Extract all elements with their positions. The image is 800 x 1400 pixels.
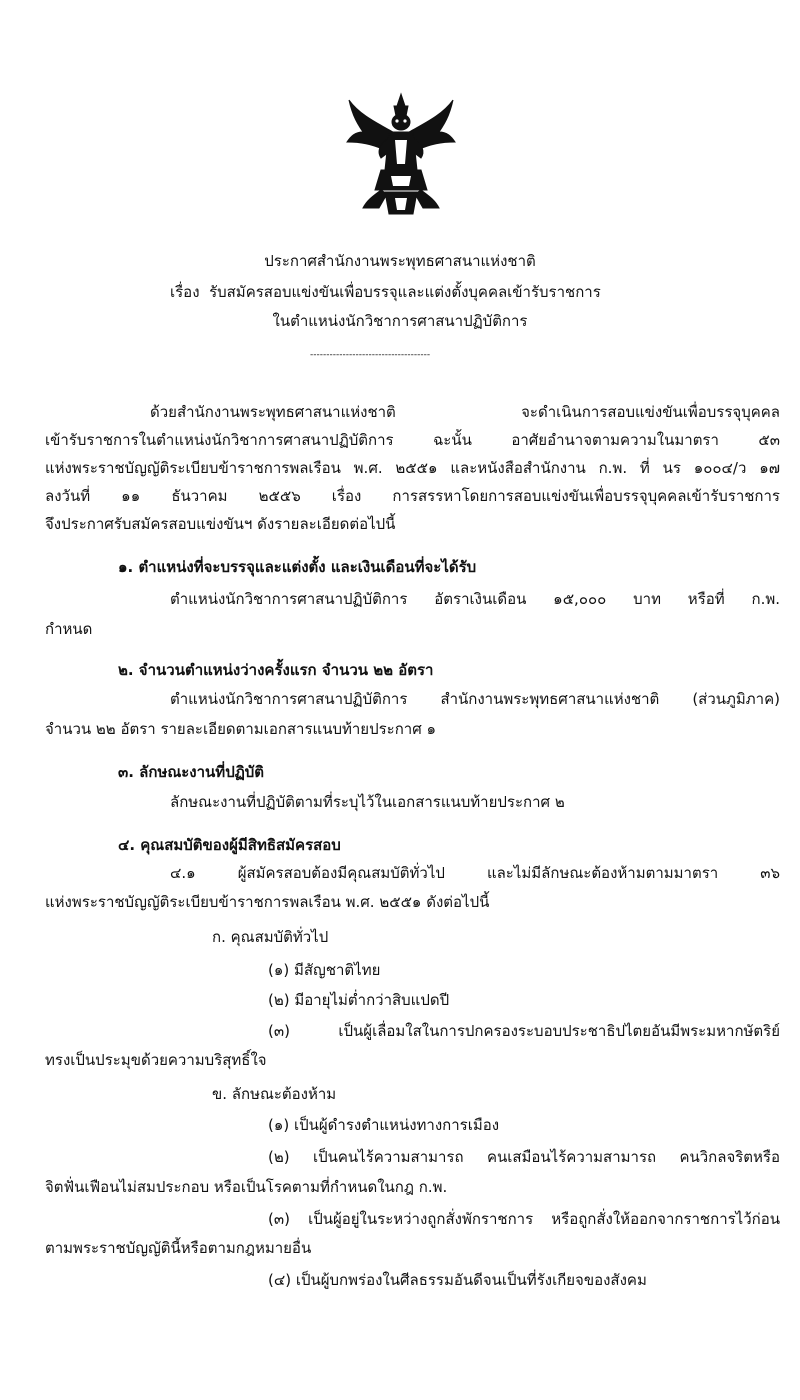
section-4-1-line-2: แห่งพระราชบัญญัติระเบียบข้าราชการพลเรือน พ.ศ. ๒๕๕๑ ดังต่อไปนี้ (45, 893, 490, 911)
section-2-line-1: ตำแหน่งนักวิชาการศาสนาปฏิบัติการ สำนักงานพระพุทธศาสนาแห่งชาติ (ส่วนภูมิภาค) (170, 690, 780, 708)
qualification-2: (๒) มีอายุไม่ต่ำกว่าสิบแปดปี (268, 991, 450, 1009)
prohibitions-label: ข. ลักษณะต้องห้าม (212, 1085, 337, 1103)
subject-label: เรื่อง (170, 283, 200, 301)
section-3-heading: ๓. ลักษณะงานที่ปฏิบัติ (118, 763, 265, 781)
qualification-1: (๑) มีสัญชาติไทย (268, 961, 381, 979)
section-3-line-1: ลักษณะงานที่ปฏิบัติตามที่ระบุไว้ในเอกสารแนบท้ายประกาศ ๒ (170, 793, 565, 811)
section-1-line-2: กำหนด (45, 620, 93, 638)
prohibition-3-line-1: (๓) เป็นผู้อยู่ในระหว่างถูกสั่งพักราชการ หรือถูกสั่งให้ออกจากราชการไว้ก่อน (268, 1210, 780, 1228)
intro-line-3: แห่งพระราชบัญญัติระเบียบข้าราชการพลเรือน พ.ศ. ๒๕๕๑ และหนังสือสำนักงาน ก.พ. ที่ นร ๑๐๐๔/ว ๑๗ (45, 459, 780, 477)
prohibition-4: (๔) เป็นผู้บกพร่องในศีลธรรมอันดีจนเป็นที่รังเกียจของสังคม (268, 1271, 647, 1289)
garuda-emblem-icon (345, 92, 457, 217)
section-2-heading: ๒. จำนวนตำแหน่งว่างครั้งแรก จำนวน ๒๒ อัตรา (118, 661, 434, 679)
intro-line-5: จึงประกาศรับสมัครสอบแข่งขันฯ ดังรายละเอียดต่อไปนี้ (45, 515, 396, 533)
qualification-3-line-1: (๓) เป็นผู้เลื่อมใสในการปกครองระบอบประชาธิปไตยอันมีพระมหากษัตริย์ (268, 1022, 780, 1040)
announcement-subject (170, 285, 601, 300)
title-separator: ------------------------------------- (310, 351, 431, 360)
qualifications-label: ก. คุณสมบัติทั่วไป (212, 928, 329, 946)
intro-line-4: ลงวันที่ ๑๑ ธันวาคม ๒๕๕๖ เรื่อง การสรรหาโดยการสอบแข่งขันเพื่อบรรจุบุคคลเข้ารับราชการ (45, 487, 780, 505)
announcement-title: ประกาศสำนักงานพระพุทธศาสนาแห่งชาติ (264, 252, 536, 270)
subject-text: รับสมัครสอบแข่งขันเพื่อบรรจุและแต่งตั้งบุคคลเข้ารับราชการ (209, 283, 601, 301)
section-4-heading: ๔. คุณสมบัติของผู้มีสิทธิสมัครสอบ (118, 836, 341, 854)
intro-line-1: ด้วยสำนักงานพระพุทธศาสนาแห่งชาติ จะดำเนินการสอบแข่งขันเพื่อบรรจุบุคคล (150, 403, 780, 421)
prohibition-2-line-1: (๒) เป็นคนไร้ความสามารถ คนเสมือนไร้ความสามารถ คนวิกลจริตหรือ (268, 1148, 780, 1166)
prohibition-2-line-2: จิตฟั่นเฟือนไม่สมประกอบ หรือเป็นโรคตามที่กำหนดในกฎ ก.พ. (45, 1178, 448, 1196)
announcement-subject-line2: ในตำแหน่งนักวิชาการศาสนาปฏิบัติการ (272, 312, 528, 330)
section-1-line-1: ตำแหน่งนักวิชาการศาสนาปฏิบัติการ อัตราเงินเดือน ๑๕,๐๐๐ บาท หรือที่ ก.พ. (170, 590, 780, 608)
section-4-1-line-1: ๔.๑ ผู้สมัครสอบต้องมีคุณสมบัติทั่วไป และไม่มีลักษณะต้องห้ามตามมาตรา ๓๖ (170, 864, 780, 882)
prohibition-1: (๑) เป็นผู้ดำรงตำแหน่งทางการเมือง (268, 1116, 500, 1134)
prohibition-3-line-2: ตามพระราชบัญญัตินี้หรือตามกฎหมายอื่น (45, 1239, 312, 1257)
qualification-3-line-2: ทรงเป็นประมุขด้วยความบริสุทธิ์ใจ (45, 1051, 267, 1069)
section-1-heading: ๑. ตำแหน่งที่จะบรรจุและแต่งตั้ง และเงินเดือนที่จะได้รับ (118, 558, 477, 576)
section-2-line-2: จำนวน ๒๒ อัตรา รายละเอียดตามเอกสารแนบท้ายประกาศ ๑ (45, 720, 437, 738)
intro-line-2: เข้ารับราชการในตำแหน่งนักวิชาการศาสนาปฏิบัติการ ฉะนั้น อาศัยอำนาจตามความในมาตรา ๕๓ (45, 431, 780, 449)
